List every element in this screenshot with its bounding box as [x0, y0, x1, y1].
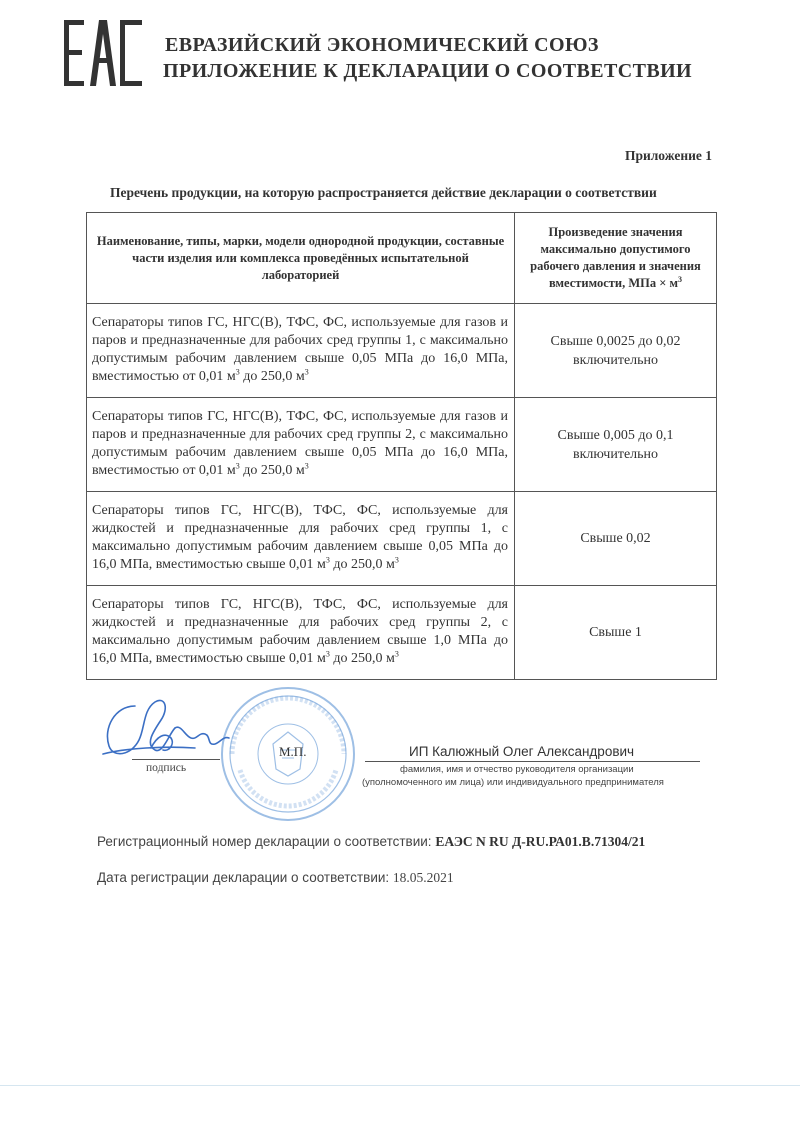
description-text: Сепараторы типов ГС, НГС(В), ТФС, ФС, используемые для газов и паров и предназначенные для рабочих сред группы 1, с максимально допустимым рабочим давлением свыше 0,05 МПа до 16,0 МПа, вместимостью от 0,01 м — [92, 315, 508, 384]
page-bottom-rule — [0, 1085, 800, 1086]
product-description — [87, 492, 515, 586]
unit-sup: 3 — [394, 649, 399, 659]
description-text: Сепараторы типов ГС, НГС(В), ТФС, ФС, используемые для жидкостей и предназначенные для рабочих сред группы 2, с максимально допустимым рабочим давлением свыше 1,0 МПа до 16,0 МПа, вместимостью свыше 0,01 м — [92, 597, 508, 666]
registration-number-value: ЕАЭС N RU Д-RU.РА01.В.71304/21 — [435, 834, 646, 849]
description-text: до 250,0 м — [239, 369, 305, 384]
registration-date-value: 18.05.2021 — [392, 870, 454, 885]
products-table — [86, 212, 717, 680]
header-pressure-volume-text: Произведение значения максимально допустимого рабочего давления и значения вместимости, МПа × м — [530, 225, 701, 290]
product-value: Свыше 0,0025 до 0,02 включительно — [515, 304, 717, 398]
product-description — [87, 398, 515, 492]
table-row — [87, 586, 717, 680]
signer-name-line — [365, 761, 700, 762]
product-description — [87, 304, 515, 398]
unit-sup: 3 — [325, 649, 330, 659]
description-text: до 250,0 м — [239, 463, 305, 478]
unit-sup: 3 — [304, 367, 309, 377]
registration-date-label: Дата регистрации декларации о соответствии: — [97, 870, 393, 885]
table-row — [87, 492, 717, 586]
unit-sup: 3 — [394, 555, 399, 565]
registration-number — [97, 834, 645, 850]
product-value: Свыше 0,02 — [515, 492, 717, 586]
stamp-place-label: М.П. — [279, 744, 307, 759]
signer-caption-line2: (уполномоченного им лица) или индивидуального предпринимателя — [362, 777, 664, 788]
appendix-number: Приложение 1 — [624, 148, 712, 163]
signer-caption-line1: фамилия, имя и отчество руководителя организации — [400, 764, 634, 775]
product-value: Свыше 0,005 до 0,1 включительно — [515, 398, 717, 492]
header-pressure-volume — [515, 213, 717, 304]
table-header-row — [87, 213, 717, 304]
description-text: до 250,0 м — [329, 651, 395, 666]
description-text: Сепараторы типов ГС, НГС(В), ТФС, ФС, используемые для газов и паров и предназначенные для рабочих сред группы 2, с максимально допустимым рабочим давлением свыше 0,05 МПа до 16,0 МПа, вместимостью от 0,01 м — [92, 409, 508, 478]
registration-date — [97, 870, 454, 886]
signer-name: ИП Калюжный Олег Александрович — [409, 744, 635, 759]
header-product-name: Наименование, типы, марки, модели однородной продукции, составные части изделия или комплекса проведённых испытательной лабораторией — [87, 213, 515, 304]
unit-sup: 3 — [304, 461, 309, 471]
header-unit-sup: 3 — [678, 274, 683, 284]
signature-caption: подпись — [146, 762, 187, 774]
unit-sup: 3 — [235, 461, 240, 471]
unit-sup: 3 — [235, 367, 240, 377]
eac-logo — [62, 20, 144, 86]
product-description — [87, 586, 515, 680]
registration-number-label: Регистрационный номер декларации о соответствии: — [97, 834, 436, 849]
product-list-title: Перечень продукции, на которую распространяется действие декларации о соответствии — [110, 185, 657, 200]
appendix-title: ПРИЛОЖЕНИЕ К ДЕКЛАРАЦИИ О СООТВЕТСТВИИ — [163, 60, 692, 82]
handwritten-signature — [95, 688, 235, 768]
table-row — [87, 304, 717, 398]
description-text: до 250,0 м — [329, 557, 395, 572]
unit-sup: 3 — [325, 555, 330, 565]
union-title: ЕВРАЗИЙСКИЙ ЭКОНОМИЧЕСКИЙ СОЮЗ — [165, 34, 599, 56]
table-row — [87, 398, 717, 492]
description-text: Сепараторы типов ГС, НГС(В), ТФС, ФС, используемые для жидкостей и предназначенные для рабочих сред группы 1, с максимально допустимым рабочим давлением свыше 0,05 МПа до 16,0 МПа, вместимостью свыше 0,01 м — [92, 503, 508, 572]
product-value: Свыше 1 — [515, 586, 717, 680]
